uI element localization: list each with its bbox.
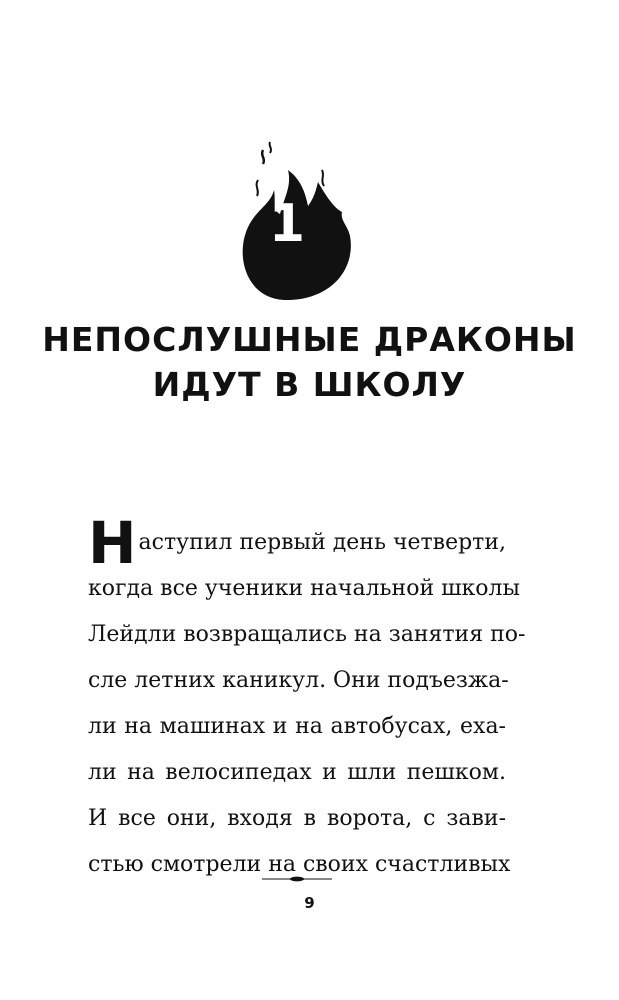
ornament-divider	[262, 876, 332, 882]
body-line-6: ли на велосипедах и шли пешком.	[88, 760, 506, 785]
body-line-1-text: аступил первый день четверти,	[138, 530, 506, 555]
body-line-4: сле летних каникул. Они подъезжа-	[88, 668, 509, 693]
body-line-8: стью смотрели на своих счастливых	[88, 852, 511, 877]
body-line-2: когда все ученики начальной школы	[88, 576, 521, 601]
chapter-number: 1	[268, 194, 306, 254]
chapter-title-line-1: НЕПОСЛУШНЫЕ ДРАКОНЫ	[42, 320, 577, 359]
page-number: 9	[304, 894, 315, 912]
body-paragraph	[88, 509, 526, 888]
body-line-3: Лейдли возвращались на занятия по-	[88, 622, 526, 647]
drop-cap: Н	[88, 509, 137, 577]
chapter-title-line-2: ИДУТ В ШКОЛУ	[152, 365, 467, 404]
body-line-5: ли на машинах и на автобусах, еха-	[88, 714, 506, 739]
body-line-7: И все они, входя в ворота, с зави-	[88, 806, 506, 831]
body-line-1	[88, 509, 506, 577]
